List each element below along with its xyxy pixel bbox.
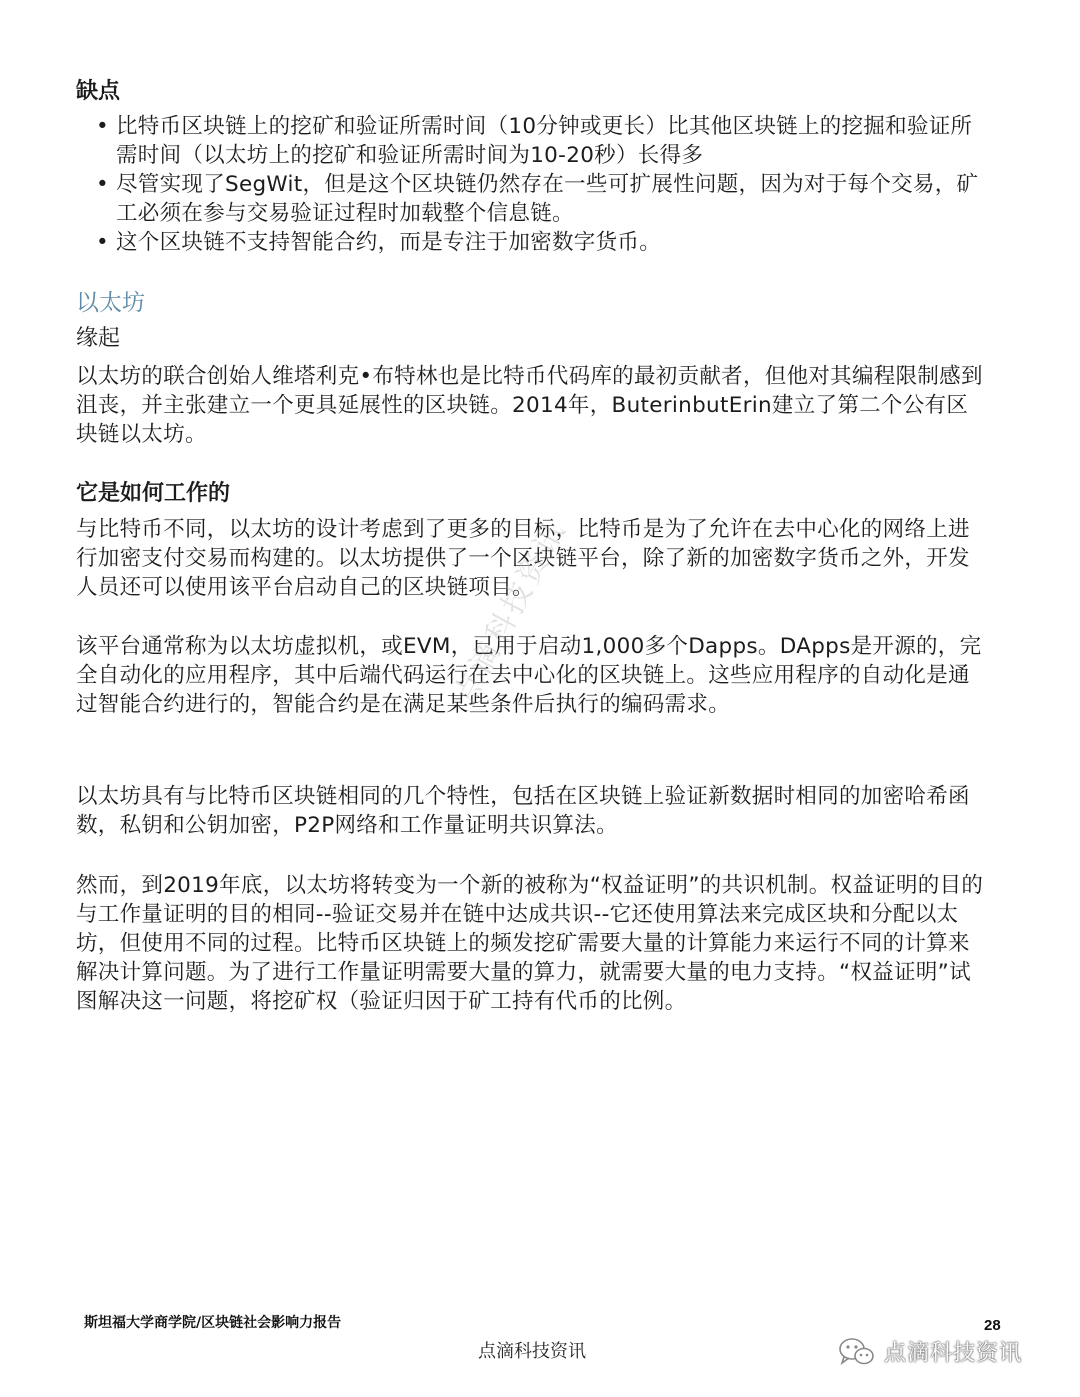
page-number: 28 <box>984 1317 1001 1334</box>
drawbacks-heading: 缺点 <box>76 79 121 104</box>
origin-heading: 缘起 <box>76 326 121 351</box>
list-item <box>76 112 986 170</box>
footer-caption: 点滴科技资讯 <box>478 1341 586 1362</box>
list-item <box>76 228 986 257</box>
bullet-icon: • <box>96 114 109 139</box>
list-item <box>76 170 986 228</box>
origin-paragraph: 以太坊的联合创始人维塔利克•布特林也是比特币代码库的最初贡献者，但他对其编程限制感到沮丧，并主张建立一个更具延展性的区块链。2014年，ButerinbutErin建立了第二个公有区块链以太坊。 <box>76 364 983 447</box>
how-heading: 它是如何工作的 <box>76 481 231 506</box>
bullet-text: 尽管实现了SegWit，但是这个区块链仍然存在一些可扩展性问题，因为对于每个交易，矿工必须在参与交易验证过程时加载整个信息链。 <box>116 172 979 226</box>
paragraph-3: 以太坊具有与比特币区块链相同的几个特性，包括在区块链上验证新数据时相同的加密哈希函数，私钥和公钥加密，P2P网络和工作量证明共识算法。 <box>76 784 970 838</box>
brand-text: 点滴科技资讯 <box>884 1341 1023 1366</box>
section-title: 以太坊 <box>76 290 145 316</box>
paragraph-4: 然而，到2019年底，以太坊将转变为一个新的被称为“权益证明”的共识机制。权益证明的目的与工作量证明的目的相同--验证交易并在链中达成共识--它还使用算法来完成区块和分配以太坊，但使用不同的过程。比特币区块链上的频发挖矿需要大量的计算能力来运行不同的计算来解决计算问题。为了进行工作量证明需要大量的算力，就需要大量的电力支持。“权益证明”试图解决这一问题，将挖矿权（验证归因于矿工持有代币的比例。 <box>76 873 984 1014</box>
paragraph-1: 与比特币不同，以太坊的设计考虑到了更多的目标，比特币是为了允许在去中心化的网络上进行加密支付交易而构建的。以太坊提供了一个区块链平台，除了新的加密数字货币之外，开发人员还可以使用该平台启动自己的区块链项目。 <box>76 517 970 600</box>
bullet-icon: • <box>96 172 109 197</box>
report-title: 斯坦福大学商学院/区块链社会影响力报告 <box>84 1315 342 1331</box>
bullet-text: 这个区块链不支持智能合约，而是专注于加密数字货币。 <box>116 230 662 255</box>
bullet-icon: • <box>96 230 109 255</box>
watermark-text: 点滴科技资讯 <box>447 513 574 711</box>
bullet-text: 比特币区块链上的挖矿和验证所需时间（10分钟或更长）比其他区块链上的挖掘和验证所需时间（以太坊上的挖矿和验证所需时间为10-20秒）长得多 <box>116 114 973 168</box>
drawbacks-list <box>76 112 986 257</box>
wechat-icon <box>838 1337 876 1367</box>
brand-watermark <box>838 1336 1022 1367</box>
paragraph-2: 该平台通常称为以太坊虚拟机，或EVM，已用于启动1,000多个Dapps。DApps是开源的，完全自动化的应用程序，其中后端代码运行在去中心化的区块链上。这些应用程序的自动化是通过智能合约进行的，智能合约是在满足某些条件后执行的编码需求。 <box>76 634 982 717</box>
